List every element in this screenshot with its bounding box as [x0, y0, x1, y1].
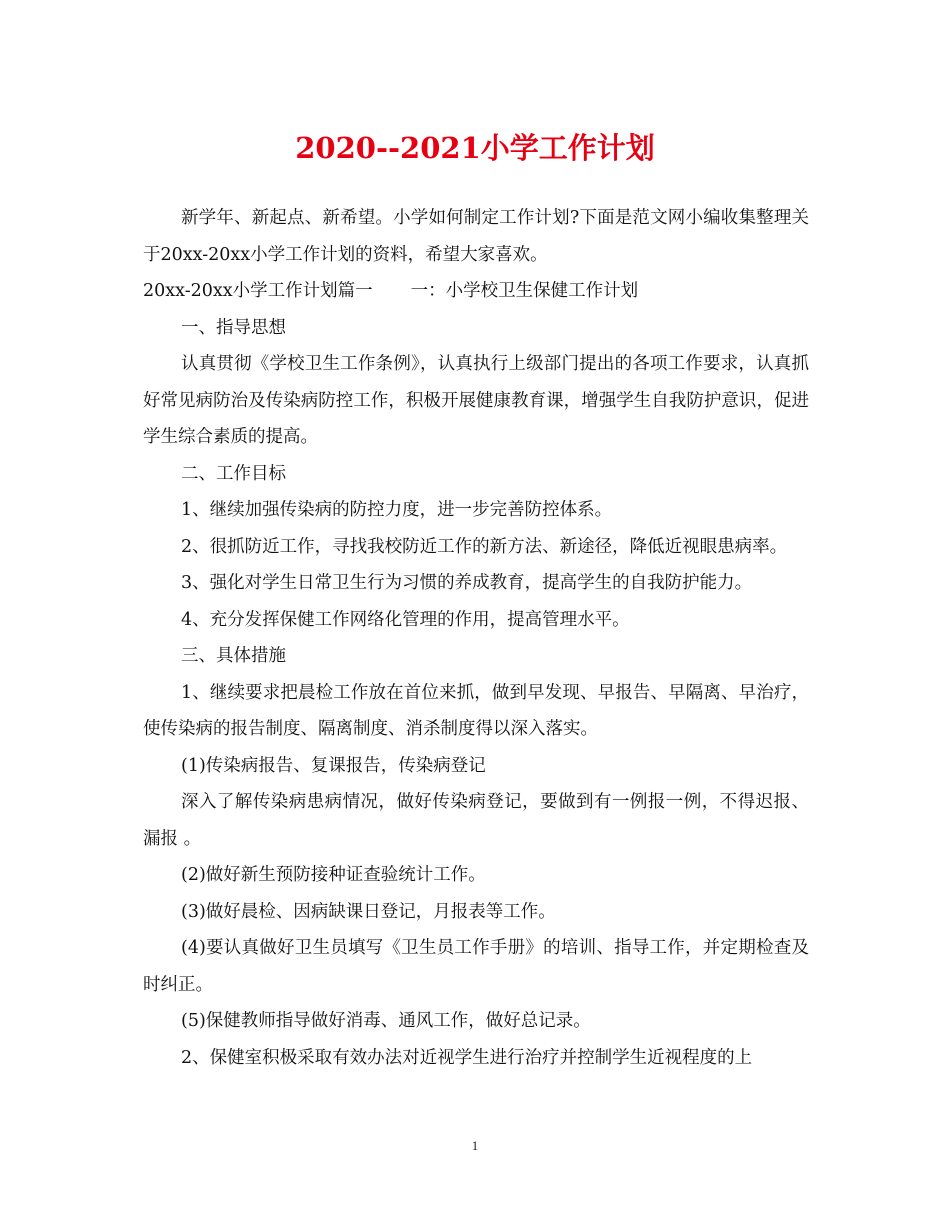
intro-paragraph: 新学年、新起点、新希望。小学如何制定工作计划?下面是范文网小编收集整理关于20xx-20xx小学工作计划的资料，希望大家喜欢。 — [143, 208, 809, 265]
goal-item-3: 3、强化对学生日常卫生行为习惯的养成教育，提高学生的自我防护能力。 — [181, 573, 753, 593]
page-number: 1 — [471, 1138, 479, 1153]
section-heading-left: 20xx-20xx小学工作计划篇一 — [143, 281, 373, 301]
goal-item-4: 4、充分发挥保健工作网络化管理的作用，提高管理水平。 — [181, 609, 630, 630]
goal-item-2: 2、很抓防近工作，寻找我校防近工作的新方法、新途径，降低近视眼患病率。 — [181, 536, 788, 557]
section-heading — [143, 273, 809, 310]
measure-item-2: 2、保健室积极采取有效办法对近视学生进行治疗并控制学生近视程度的上 — [181, 1047, 753, 1068]
measure-subitem-3: (3)做好晨检、因病缺课日登记，月报表等工作。 — [181, 901, 556, 922]
paragraph-guiding-ideology: 认真贯彻《学校卫生工作条例》，认真执行上级部门提出的各项工作要求，认真抓好常见病防治及传染病防控工作，积极开展健康教育课，增强学生自我防护意识，促进学生综合素质的提高。 — [143, 354, 809, 447]
goal-item-1: 1、继续加强传染病的防控力度，进一步完善防控体系。 — [181, 500, 613, 520]
measure-subitem-2: (2)做好新生预防接种证查验统计工作。 — [181, 865, 486, 885]
heading-guiding-ideology: 一、指导思想 — [181, 317, 286, 338]
measure-subitem-1: (1)传染病报告、复课报告，传染病登记 — [181, 755, 486, 776]
document-title: 2020--2021小学工作计划 — [295, 131, 655, 165]
heading-work-goals: 二、工作目标 — [181, 463, 286, 484]
document-body — [143, 200, 809, 1076]
measure-subitem-4: (4)要认真做好卫生员填写《卫生员工作手册》的培训、指导工作，并定期检查及时纠正。 — [143, 938, 809, 995]
measure-item-1: 1、继续要求把晨检工作放在首位来抓，做到早发现、早报告、早隔离、早治疗，使传染病的报告制度、隔离制度、消杀制度得以深入落实。 — [143, 682, 809, 739]
measure-subitem-5: (5)保健教师指导做好消毒、通风工作，做好总记录。 — [181, 1011, 591, 1031]
heading-specific-measures: 三、具体措施 — [181, 646, 286, 666]
measure-subitem-1-detail: 深入了解传染病患病情况，做好传染病登记，要做到有一例报一例，不得迟报、漏报 。 — [143, 792, 809, 849]
section-heading-right: 一：小学校卫生保健工作计划 — [410, 281, 639, 301]
